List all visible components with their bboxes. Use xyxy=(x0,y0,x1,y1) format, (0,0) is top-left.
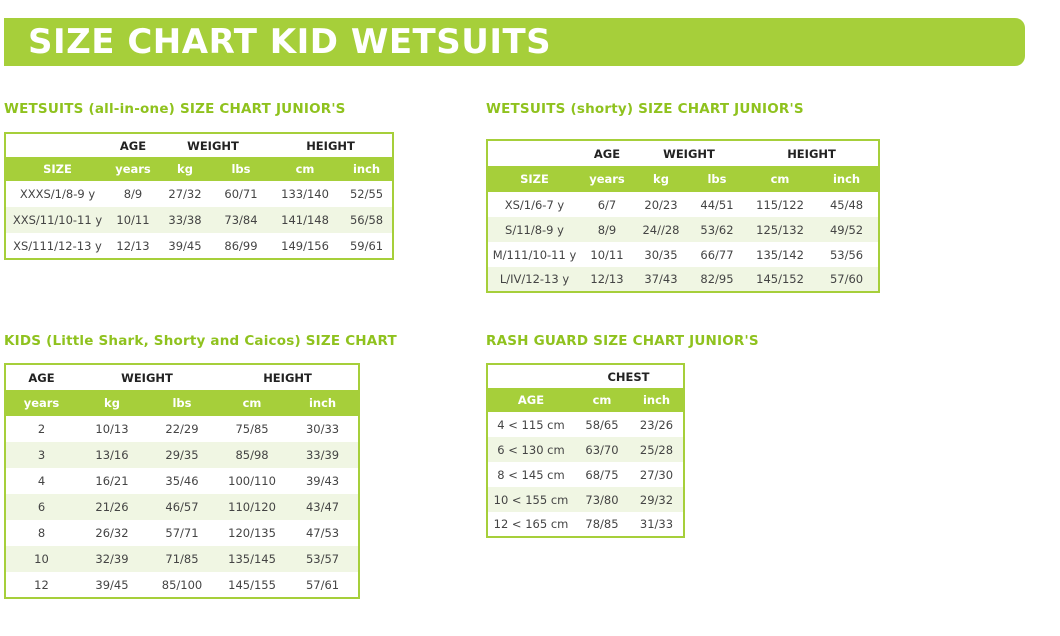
table-cell: 44/51 xyxy=(700,197,734,212)
table-cell: S/11/8-9 y xyxy=(487,217,581,242)
table-cell: 30/33 xyxy=(305,422,340,436)
group-header-row xyxy=(5,133,393,157)
group-header-cell: WEIGHT xyxy=(77,364,217,390)
table-cell: 53/62 xyxy=(689,217,745,242)
table-cell: 60/71 xyxy=(224,187,258,201)
table-cell: 33/38 xyxy=(157,207,213,233)
table-cell: 10 xyxy=(5,546,77,572)
table-cell: 12/13 xyxy=(116,238,150,253)
group-header-cell: AGE xyxy=(5,364,77,390)
table-cell: 73/80 xyxy=(574,487,630,512)
table-row xyxy=(5,520,359,546)
group-header-cell xyxy=(5,133,109,157)
table-cell: 8 < 145 cm xyxy=(497,467,565,482)
unit-header-cell: inch xyxy=(341,157,393,181)
table-row xyxy=(487,487,684,512)
table-cell: 85/98 xyxy=(217,442,287,468)
table-cell: 135/145 xyxy=(217,546,287,572)
table-row xyxy=(487,217,879,242)
table-cell: 46/57 xyxy=(147,494,217,520)
table-cell: XXXS/1/8-9 y xyxy=(19,187,96,201)
table-cell: 57/61 xyxy=(305,577,340,592)
group-header-cell xyxy=(487,140,581,166)
table-cell: 25/28 xyxy=(630,437,684,462)
table-cell: 2 xyxy=(37,422,46,436)
table-cell: XS/1/6-7 y xyxy=(504,197,565,212)
rash-guard-title: RASH GUARD SIZE CHART JUNIOR'S xyxy=(486,333,759,349)
unit-header-cell: inch xyxy=(815,166,879,192)
table-cell: 85/100 xyxy=(161,577,203,592)
table-cell: 49/52 xyxy=(815,217,879,242)
table-cell: 12/13 xyxy=(581,267,633,292)
table-cell: 4 < 115 cm xyxy=(497,417,565,432)
group-header-cell: CHEST xyxy=(574,364,684,388)
table-cell: 45/48 xyxy=(829,197,864,212)
table-row xyxy=(5,546,359,572)
table-row xyxy=(487,462,684,487)
group-header-row xyxy=(487,140,879,166)
group-header-cell xyxy=(487,364,574,388)
table-cell: 120/135 xyxy=(228,526,276,540)
table-row xyxy=(487,192,879,217)
unit-header-cell: years xyxy=(5,390,77,416)
table-cell: 145/155 xyxy=(228,577,276,592)
table-row xyxy=(487,437,684,462)
table-cell: 68/75 xyxy=(585,467,619,482)
table-cell: 57/60 xyxy=(815,267,879,292)
unit-header-cell: kg xyxy=(157,157,213,181)
table-cell: 30/35 xyxy=(644,247,678,262)
table-cell: 6/7 xyxy=(597,197,617,212)
unit-header-cell: lbs xyxy=(689,166,745,192)
unit-header-row xyxy=(5,157,393,181)
table-cell: 24//28 xyxy=(633,217,689,242)
group-header-cell: WEIGHT xyxy=(633,140,745,166)
unit-header-cell: cm xyxy=(217,390,287,416)
table-cell: 141/148 xyxy=(269,207,341,233)
unit-header-cell: AGE xyxy=(487,388,574,412)
table-cell: 12 < 165 cm xyxy=(493,517,569,531)
table-cell: 100/110 xyxy=(228,474,276,488)
table-cell: 43/47 xyxy=(287,494,359,520)
table-cell: 133/140 xyxy=(281,187,329,201)
table-cell: 56/58 xyxy=(341,207,393,233)
table-row xyxy=(5,572,359,598)
table-cell: 6 xyxy=(5,494,77,520)
table-cell: 27/30 xyxy=(639,467,674,482)
table-cell: M/111/10-11 y xyxy=(492,247,577,262)
rash-guard-table xyxy=(486,363,685,538)
table-row xyxy=(5,468,359,494)
table-row xyxy=(487,242,879,267)
unit-header-cell: inch xyxy=(287,390,359,416)
group-header-cell: AGE xyxy=(109,133,157,157)
table-cell: 35/46 xyxy=(165,474,199,488)
page-title-banner xyxy=(4,18,1025,66)
table-cell: 66/77 xyxy=(700,247,734,262)
table-cell: 47/53 xyxy=(305,526,340,540)
table-row xyxy=(5,416,359,442)
table-cell: 26/32 xyxy=(95,526,129,540)
table-cell: 57/71 xyxy=(165,526,199,540)
wetsuits-all-in-one-title: WETSUITS (all-in-one) SIZE CHART JUNIOR'S xyxy=(4,101,346,117)
unit-header-cell: SIZE xyxy=(487,166,581,192)
unit-header-row xyxy=(487,388,684,412)
table-cell: 16/21 xyxy=(95,474,129,488)
wetsuits-shorty-title: WETSUITS (shorty) SIZE CHART JUNIOR'S xyxy=(486,101,804,117)
table-cell: 115/122 xyxy=(756,197,804,212)
table-cell: 110/120 xyxy=(217,494,287,520)
table-cell: 20/23 xyxy=(644,197,678,212)
table-cell: 59/61 xyxy=(349,238,384,253)
table-cell: 58/65 xyxy=(585,417,619,432)
group-header-cell: HEIGHT xyxy=(745,140,879,166)
table-cell: 21/26 xyxy=(77,494,147,520)
table-row xyxy=(487,412,684,437)
table-cell: 125/132 xyxy=(745,217,815,242)
table-cell: 29/32 xyxy=(630,487,684,512)
group-header-cell: WEIGHT xyxy=(157,133,269,157)
table-cell: 8/9 xyxy=(123,187,143,201)
table-row xyxy=(5,233,393,259)
unit-header-cell: inch xyxy=(630,388,684,412)
group-header-row xyxy=(487,364,684,388)
table-cell: XS/111/12-13 y xyxy=(13,238,102,253)
unit-header-cell: lbs xyxy=(147,390,217,416)
table-cell: 75/85 xyxy=(235,422,269,436)
unit-header-cell: SIZE xyxy=(5,157,109,181)
table-cell: 12 xyxy=(34,577,49,592)
table-cell: 37/43 xyxy=(633,267,689,292)
unit-header-cell: years xyxy=(581,166,633,192)
table-cell: 145/152 xyxy=(745,267,815,292)
table-cell: 33/39 xyxy=(287,442,359,468)
table-cell: 135/142 xyxy=(756,247,804,262)
unit-header-cell: lbs xyxy=(213,157,269,181)
table-row xyxy=(487,512,684,537)
table-cell: 31/33 xyxy=(639,517,674,531)
table-row xyxy=(5,181,393,207)
kids-size-chart-table xyxy=(4,363,360,599)
table-cell: 10 < 155 cm xyxy=(487,487,574,512)
table-row xyxy=(487,267,879,292)
table-cell: 52/55 xyxy=(349,187,384,201)
table-cell: 73/84 xyxy=(213,207,269,233)
table-cell: 39/45 xyxy=(95,577,129,592)
table-cell: 53/56 xyxy=(829,247,864,262)
wetsuits-all-in-one-table xyxy=(4,132,394,260)
wetsuits-shorty-table xyxy=(486,139,880,293)
unit-header-cell: kg xyxy=(77,390,147,416)
table-cell: 149/156 xyxy=(281,238,329,253)
table-cell: 39/45 xyxy=(168,238,202,253)
table-cell: 22/29 xyxy=(165,422,199,436)
table-cell: 82/95 xyxy=(689,267,745,292)
table-cell: 3 xyxy=(5,442,77,468)
table-cell: 8 xyxy=(37,526,46,540)
table-cell: 4 xyxy=(37,474,46,488)
group-header-cell: HEIGHT xyxy=(269,133,393,157)
group-header-cell: HEIGHT xyxy=(217,364,359,390)
unit-header-row xyxy=(5,390,359,416)
group-header-cell: AGE xyxy=(581,140,633,166)
table-row xyxy=(5,207,393,233)
group-header-row xyxy=(5,364,359,390)
table-cell: XXS/11/10-11 y xyxy=(5,207,109,233)
table-row xyxy=(5,494,359,520)
table-cell: 23/26 xyxy=(639,417,674,432)
unit-header-cell: kg xyxy=(633,166,689,192)
table-cell: 29/35 xyxy=(147,442,217,468)
unit-header-cell: cm xyxy=(745,166,815,192)
table-cell: L/IV/12-13 y xyxy=(487,267,581,292)
table-cell: 39/43 xyxy=(305,474,340,488)
table-cell: 8/9 xyxy=(581,217,633,242)
unit-header-row xyxy=(487,166,879,192)
unit-header-cell: years xyxy=(109,157,157,181)
table-cell: 86/99 xyxy=(224,238,258,253)
table-cell: 78/85 xyxy=(585,517,619,531)
table-row xyxy=(5,442,359,468)
page-title: SIZE CHART KID WETSUITS xyxy=(28,22,552,62)
table-cell: 27/32 xyxy=(168,187,202,201)
table-cell: 10/13 xyxy=(95,422,129,436)
table-cell: 13/16 xyxy=(77,442,147,468)
kids-size-chart-title: KIDS (Little Shark, Shorty and Caicos) SIZE CHART xyxy=(4,333,397,349)
table-cell: 63/70 xyxy=(574,437,630,462)
table-cell: 10/11 xyxy=(590,247,624,262)
table-cell: 71/85 xyxy=(147,546,217,572)
table-cell: 10/11 xyxy=(109,207,157,233)
unit-header-cell: cm xyxy=(574,388,630,412)
table-cell: 6 < 130 cm xyxy=(487,437,574,462)
unit-header-cell: cm xyxy=(269,157,341,181)
table-cell: 32/39 xyxy=(77,546,147,572)
table-cell: 53/57 xyxy=(287,546,359,572)
